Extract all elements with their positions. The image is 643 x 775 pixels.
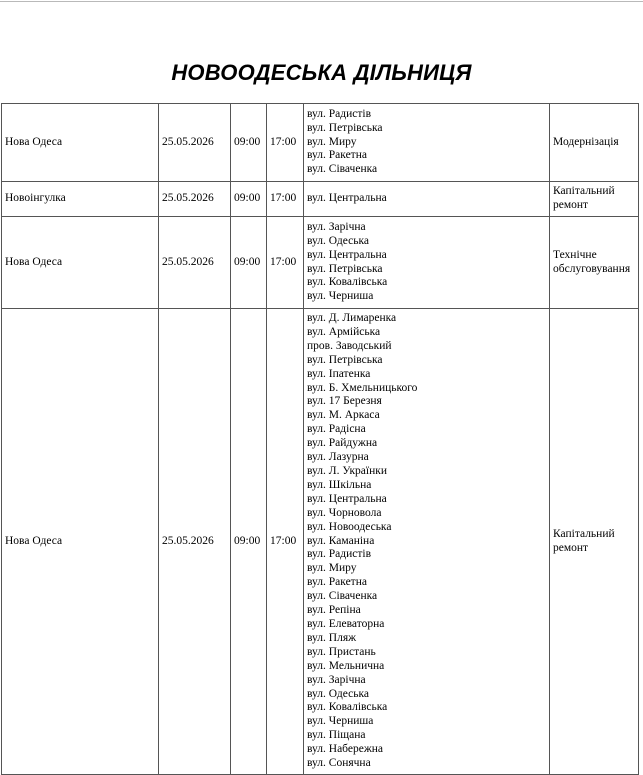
street-item: вул. Центральна (307, 192, 387, 205)
end-time-cell: 17:00 (267, 309, 304, 775)
date-cell: 25.05.2026 (159, 182, 231, 217)
streets-cell (304, 182, 550, 217)
street-item: вул. Пляж (307, 631, 357, 644)
street-item: вул. Сіваченка (307, 590, 378, 603)
date-cell: 25.05.2026 (159, 309, 231, 775)
street-item: вул. Миру (307, 135, 357, 148)
street-item: вул. Радісна (307, 423, 366, 436)
table-row (2, 104, 639, 182)
street-item: пров. Заводський (307, 339, 392, 352)
street-item: вул. Центральна (307, 492, 387, 505)
street-item: вул. Б. Хмельницького (307, 381, 418, 394)
street-item: вул. Черниша (307, 290, 374, 303)
street-item: вул. М. Аркаса (307, 409, 380, 422)
street-item: вул. Сонячна (307, 757, 371, 770)
end-time-cell: 17:00 (267, 104, 304, 182)
reason-cell: Капітальний ремонт (550, 309, 639, 775)
reason-cell: Модернізація (550, 104, 639, 182)
street-item: вул. Шкільна (307, 478, 372, 491)
street-item: вул. Репіна (307, 604, 361, 617)
street-item: вул. Д. Лимаренка (307, 312, 397, 325)
locality-cell: Новоінгулка (2, 182, 159, 217)
street-item: вул. Одеська (307, 687, 370, 700)
page-title: НОВООДЕСЬКА ДІЛЬНИЦЯ (171, 60, 472, 85)
street-item: вул. Каманіна (307, 534, 375, 547)
street-item: вул. Черниша (307, 715, 374, 728)
street-item: вул. Іпатенка (307, 367, 371, 380)
street-item: вул. Пристань (307, 645, 376, 658)
street-item: вул. Піщана (307, 729, 366, 742)
end-time-cell: 17:00 (267, 182, 304, 217)
street-item: вул. Ракетна (307, 149, 367, 162)
reason-cell: Технічне обслуговування (550, 217, 639, 309)
streets-cell (304, 104, 550, 182)
street-item: вул. Сіваченка (307, 163, 378, 176)
locality-cell: Нова Одеса (2, 104, 159, 182)
streets-cell (304, 217, 550, 309)
street-item: вул. Чорновола (307, 506, 382, 519)
street-item: вул. Ракетна (307, 576, 367, 589)
street-item: вул. Петрівська (307, 121, 383, 134)
outage-schedule-table (1, 103, 639, 775)
street-item: вул. Радистів (307, 548, 372, 561)
start-time-cell: 09:00 (231, 309, 267, 775)
table-row (2, 182, 639, 217)
table-row (2, 217, 639, 309)
street-item: вул. Одеська (307, 234, 370, 247)
street-item: вул. Ковалівська (307, 276, 388, 289)
street-item: вул. 17 Березня (307, 395, 382, 408)
street-item: вул. Райдужна (307, 437, 378, 450)
street-item: вул. Петрівська (307, 353, 383, 366)
top-divider (0, 1, 643, 2)
table-row (2, 309, 639, 775)
locality-cell: Нова Одеса (2, 217, 159, 309)
end-time-cell: 17:00 (267, 217, 304, 309)
street-item: вул. Лазурна (307, 451, 369, 464)
street-item: вул. Мельнична (307, 659, 385, 672)
street-item: вул. Армійська (307, 325, 381, 338)
start-time-cell: 09:00 (231, 217, 267, 309)
street-item: вул. Л. Українки (307, 465, 387, 478)
street-item: вул. Ковалівська (307, 701, 388, 714)
street-item: вул. Набережна (307, 743, 384, 756)
street-item: вул. Радистів (307, 107, 372, 120)
table-body (2, 104, 639, 775)
start-time-cell: 09:00 (231, 104, 267, 182)
locality-cell: Нова Одеса (2, 309, 159, 775)
street-item: вул. Центральна (307, 248, 387, 261)
street-item: вул. Зарічна (307, 673, 366, 686)
date-cell: 25.05.2026 (159, 217, 231, 309)
start-time-cell: 09:00 (231, 182, 267, 217)
street-item: вул. Петрівська (307, 262, 383, 275)
street-item: вул. Новоодеська (307, 520, 392, 533)
street-item: вул. Елеваторна (307, 617, 385, 630)
date-cell: 25.05.2026 (159, 104, 231, 182)
street-item: вул. Зарічна (307, 220, 366, 233)
street-item: вул. Миру (307, 562, 357, 575)
streets-cell (304, 309, 550, 775)
reason-cell: Капітальний ремонт (550, 182, 639, 217)
